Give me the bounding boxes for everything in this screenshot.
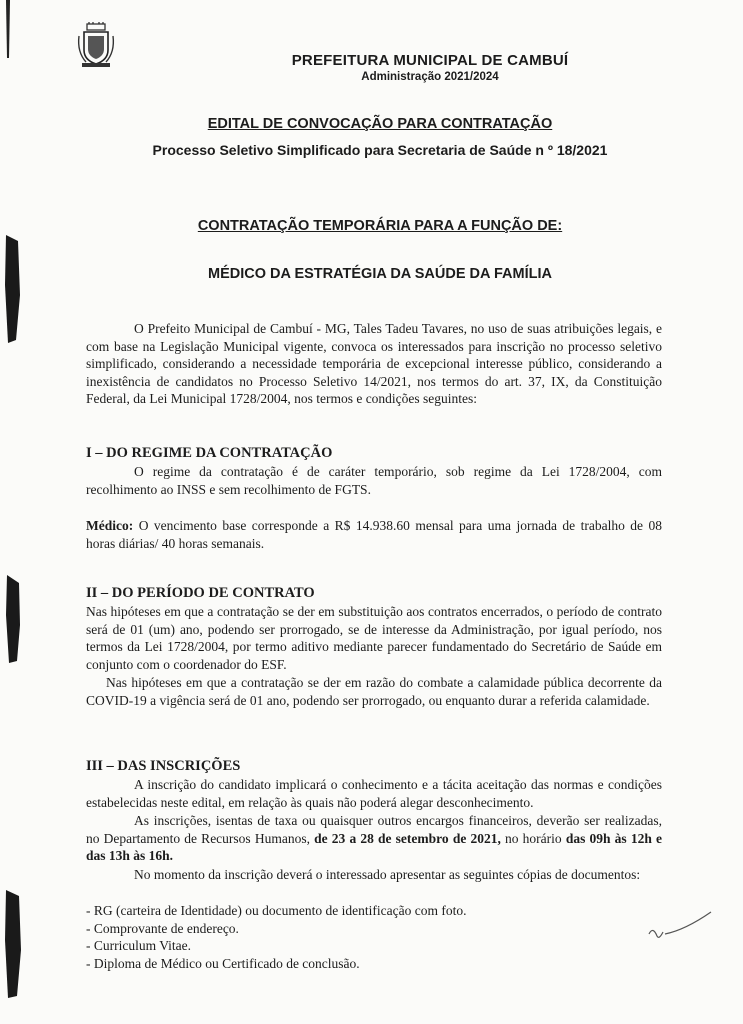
scan-edge-mark-lower: [0, 890, 22, 1000]
scan-edge-mark-middle: [0, 575, 22, 665]
documents-list: [86, 902, 662, 972]
section-2-paragraph-1: Nas hipóteses em que a contratação se der em substituição aos contratos encerrados, o período de contrato será de 01 (um) ano, podendo ser prorrogado, se de interesse da Administração, por igual período, nos termos da Lei 1728/2004, por termo aditivo mediante parecer fundamentado do Secretário de Saúde em conjunto com o coordenador do ESF.: [86, 604, 662, 672]
list-item: - RG (carteira de Identidade) ou documento de identificação com foto.: [86, 903, 467, 918]
section-3-paragraph-1: A inscrição do candidato implicará o conhecimento e a tácita aceitação das normas e condições estabelecidas neste edital, em relação às quais não poderá alegar desconhecimento.: [86, 777, 662, 810]
administration-period: Administração 2021/2024: [361, 71, 499, 83]
list-item: - Curriculum Vitae.: [86, 938, 192, 954]
medico-label: Médico:: [86, 518, 134, 533]
section-3-heading: III – DAS INSCRIÇÕES: [86, 758, 241, 774]
registration-hours: das 09h às 12h e das 13h às 16h.: [86, 830, 662, 864]
role-title: MÉDICO DA ESTRATÉGIA DA SAÚDE DA FAMÍLIA: [208, 266, 552, 282]
medico-salary-text: O vencimento base corresponde a R$ 14.938.60 mensal para uma jornada de trabalho de 08 horas diárias/ 40 horas semanais.: [86, 518, 662, 551]
registration-text: As inscrições, isentas de taxa ou quaisquer outros encargos financeiros, deverão ser realizadas, no Departamento de Recursos Humanos,: [86, 813, 662, 846]
municipality-title: PREFEITURA MUNICIPAL DE CAMBUÍ: [291, 52, 569, 69]
section-2-heading: II – DO PERÍODO DE CONTRATO: [86, 585, 315, 601]
list-item: - Diploma de Médico ou Certificado de conclusão.: [86, 955, 360, 971]
contract-title: CONTRATAÇÃO TEMPORÁRIA PARA A FUNÇÃO DE:: [197, 218, 563, 234]
section-3-paragraph-3: No momento da inscrição deverá o interessado apresentar as seguintes cópias de documentos:: [134, 867, 641, 882]
document-header: [180, 52, 680, 83]
scan-edge-mark-top: [0, 0, 22, 60]
registration-hours-label: no horário: [500, 830, 566, 846]
handwritten-initials-icon: [645, 908, 715, 949]
intro-paragraph: O Prefeito Municipal de Cambuí - MG, Tales Tadeu Tavares, no uso de suas atribuições legais, e com base na Legislação Municipal vigente, convoca os interessados para inscrição no processo seletivo simplificado, considerando a necessidade temporária de excepcional interesse público, considerando a inexistência de candidatos no Processo Seletivo 14/2021, nos termos do art. 37, IX, da Constituição Federal, da Lei Municipal 1728/2004, nos termos e condições seguintes:: [86, 321, 662, 407]
medico-salary-paragraph: [86, 517, 662, 552]
section-2-paragraph-2: Nas hipóteses em que a contratação se der em razão do combate a calamidade pública decorrente da COVID-19 a vigência será de 01 ano, podendo ser prorrogado, ou enquanto durar a referida calamidade.: [86, 675, 662, 708]
section-1-heading: I – DO REGIME DA CONTRATAÇÃO: [86, 445, 333, 461]
section-1-text: O regime da contratação é de caráter temporário, sob regime da Lei 1728/2004, com recolhimento ao INSS e sem recolhimento de FGTS.: [86, 464, 662, 497]
process-number: Processo Seletivo Simplificado para Secretaria de Saúde n º 18/2021: [152, 142, 608, 158]
section-3-paragraph-2: [86, 812, 662, 865]
list-item: - Comprovante de endereço.: [86, 920, 239, 936]
scan-edge-mark-upper: [0, 235, 22, 345]
municipal-crest-icon: [76, 22, 116, 68]
registration-dates: de 23 a 28 de setembro de 2021,: [314, 830, 501, 846]
edital-title: EDITAL DE CONVOCAÇÃO PARA CONTRATAÇÃO: [207, 116, 553, 132]
